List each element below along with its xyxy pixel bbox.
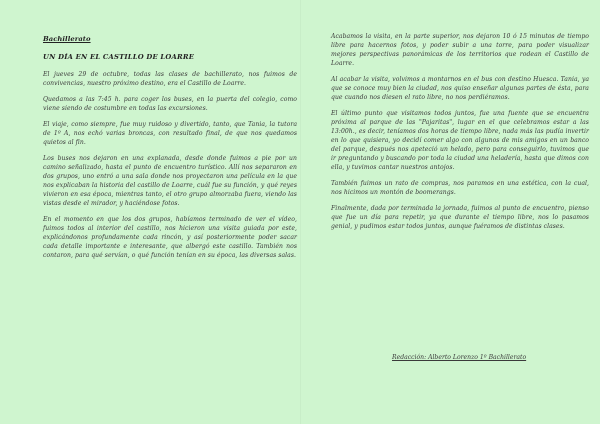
right-paragraph-3: El último punto que visitamos todos juntos, fue una fuente que se encuentra próxima al parque de las "Pajaritas", lugar en el que celebramos estar a las 13:00h., es decir, teníamos dos horas de tiempo libre, nada más las pudía invertir en lo que quisiera, yo decidí comer algo con algunos de mis amigos en un banco del parque, después nos apeteció un helado, pero para conseguirlo, tuvimos que ir preguntando y buscando por toda la ciudad una heladería, hasta que dimos con ella, y tuvimos cantar nuestros antojos. [331,110,589,172]
article-title: UN DÍA EN EL CASTILLO DE LOARRE [43,53,195,62]
right-paragraph-2: Al acabar la visita, volvimos a montarnos en el bus con destino Huesca. Tania, ya que se conoce muy bien la ciudad, nos quiso enseñar algunas partes de ésta, para que cuando nos diesen el rato libre, no nos perdiéramos. [331,76,589,102]
page-fold [300,0,301,424]
right-column [331,32,589,238]
left-paragraph-5: En el momento en que los dos grupos, habíamos terminado de ver el vídeo, fuimos todos al interior del castillo, nos hicieron una visita guiada por este, explicándonos profundamente cada rincón, y así posteriormente poder sacar cada detalle importante e interesante, que albergó este castillo. También nos contaron, para qué servían, o qué función tenían en su época, las diversas salas. [43,216,297,260]
left-paragraph-4: Los buses nos dejaron en una explanada, desde donde fuimos a pie por un camino señalizado, hasta el punto de encuentro turístico. Allí nos separaron en dos grupos, uno entró a una sala donde nos proyectaron una película en la que nos explicaban la historia del castillo de Loarre, cuál fue su función, y qué reyes vivieron en esa época, mientras tanto, el otro grupo almorzaba fuera, viendo las vistas desde el mirador, y haciéndose fotos. [43,155,297,208]
left-paragraph-3: El viaje, como siempre, fue muy ruidoso y divertido, tanto, que Tania, la tutora de 1º A, nos echó varias broncas, con resultado final, de que nos quedamos quietos al fin. [43,121,297,147]
left-paragraph-1: El jueves 29 de octubre, todas las clases de bachillerato, nos fuimos de convivencias, nuestro próximo destino, era el Castillo de Loarre. [43,71,297,88]
section-label: Bachillerato [43,35,91,43]
left-paragraph-2: Quedamos a las 7:45 h. para coger los buses, en la puerta del colegio, como viene siendo de costumbre en todas las excursiones. [43,96,297,113]
author-signature: Redacción: Alberto Lorenzo 1º Bachillerato [392,354,527,361]
right-paragraph-5: Finalmente, dada por terminada la jornada, fuimos al punto de encuentro, pienso que fue un día para repetir, ya que durante el tiempo libre, nos lo pasamos genial, y pudimos estar todos juntos, aunque fuéramos de distintas clases. [331,205,589,231]
right-paragraph-4: También fuimos un rato de compras, nos paramos en una estética, con la cual, nos hicimos un montón de boomerangs. [331,180,589,197]
left-column [43,34,297,267]
right-paragraph-1: Acabamos la visita, en la parte superior, nos dejaron 10 ó 15 minutos de tiempo libre para hacernos fotos, y poder subir a una torre, para poder visualizar mejores perspectivas panorámicas de los territorios que rodean el Castillo de Loarre. [331,33,589,68]
